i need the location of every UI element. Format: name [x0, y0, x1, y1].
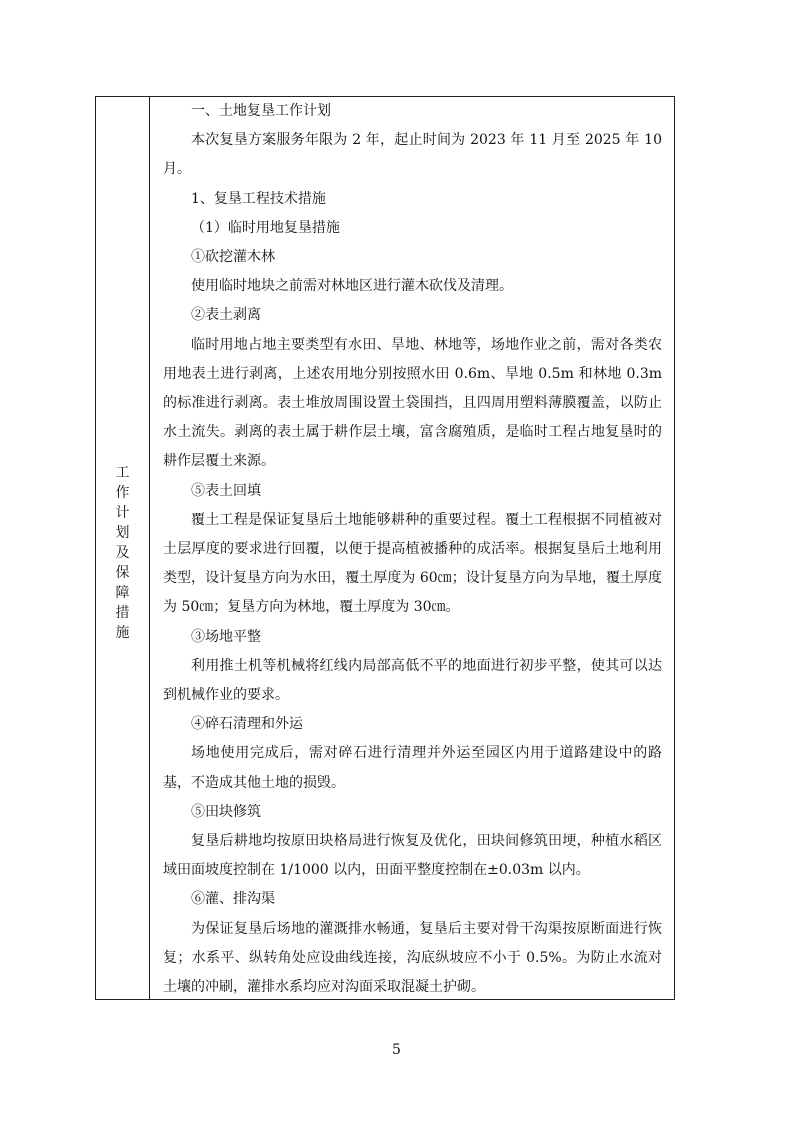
paragraph-irrigation-drainage: 为保证复垦后场地的灌溉排水畅通，复垦后主要对骨干沟渠按原断面进行恢复；水系平、纵转角处应设曲线连接，沟底纵坡应不小于 0.5%。为防止水流对土壤的冲刷，灌排水系均应对沟面采取混凝土护砌。 [163, 920, 662, 996]
section-label-cell [96, 97, 150, 999]
service-period-text: 本次复垦方案服务年限为 2 年，起止时间为 2023 年 11 月至 2025 年 10 月。 [163, 132, 662, 178]
heading-shrub-clearing: ①砍挖灌木林 [191, 249, 275, 266]
heading-technical-measures: 1、复垦工程技术措施 [191, 190, 326, 207]
plan-table [95, 96, 675, 1000]
heading-topsoil-backfill: ⑤表土回填 [191, 482, 261, 499]
paragraph-site-leveling: 利用推土机等机械将红线内局部高低不平的地面进行初步平整，使其可以达到机械作业的要求。 [163, 657, 662, 704]
paragraph-field-construction: 复垦后耕地均按原田块格局进行恢复及优化，田块间修筑田埂，种植水稻区域田面坡度控制在 1/1000 以内，田面平整度控制在±0.03m 以内。 [163, 833, 662, 879]
heading-plan: 一、土地复垦工作计划 [191, 103, 331, 119]
heading-gravel-removal: ④碎石清理和外运 [191, 716, 303, 733]
paragraph-topsoil-stripping: 临时用地占地主要类型有水田、旱地、林地等，场地作业之前，需对各类农用地表土进行剥离，上述农用地分别按照水田 0.6m、旱地 0.5m 和林地 0.3m 的标准进行剥离。表土堆放周围设置土袋围挡，且四周用塑料薄膜覆盖，以防止水土流失。剥离的表土属于耕作层土壤，富含腐殖质，是临时工程占地复垦时的耕作层覆土来源。 [163, 336, 662, 470]
content-cell [150, 97, 674, 999]
heading-field-construction: ⑤田块修筑 [191, 803, 261, 820]
section-label: 工作计划及保障措施 [115, 465, 130, 641]
page-number: 5 [392, 1042, 401, 1058]
heading-site-leveling: ③场地平整 [191, 628, 261, 645]
paragraph-shrub-clearing: 使用临时地块之前需对林地区进行灌木砍伐及清理。 [191, 278, 513, 295]
heading-topsoil-stripping: ②表土剥离 [191, 307, 261, 324]
heading-temporary-land: （1）临时用地复垦措施 [191, 219, 340, 236]
paragraph-topsoil-backfill: 覆土工程是保证复垦后土地能够耕种的重要过程。覆土工程根据不同植被对土层厚度的要求进行回覆，以便于提高植被播种的成活率。根据复垦后土地利用类型，设计复垦方向为水田，覆土厚度为 60㎝；设计复垦方向为旱地，覆土厚度为 50㎝；复垦方向为林地，覆土厚度为 30㎝。 [163, 511, 662, 616]
paragraph-gravel-removal: 场地使用完成后，需对碎石进行清理并外运至园区内用于道路建设中的路基，不造成其他土地的损毁。 [163, 745, 662, 791]
heading-irrigation-drainage: ⑥灌、排沟渠 [191, 891, 275, 908]
